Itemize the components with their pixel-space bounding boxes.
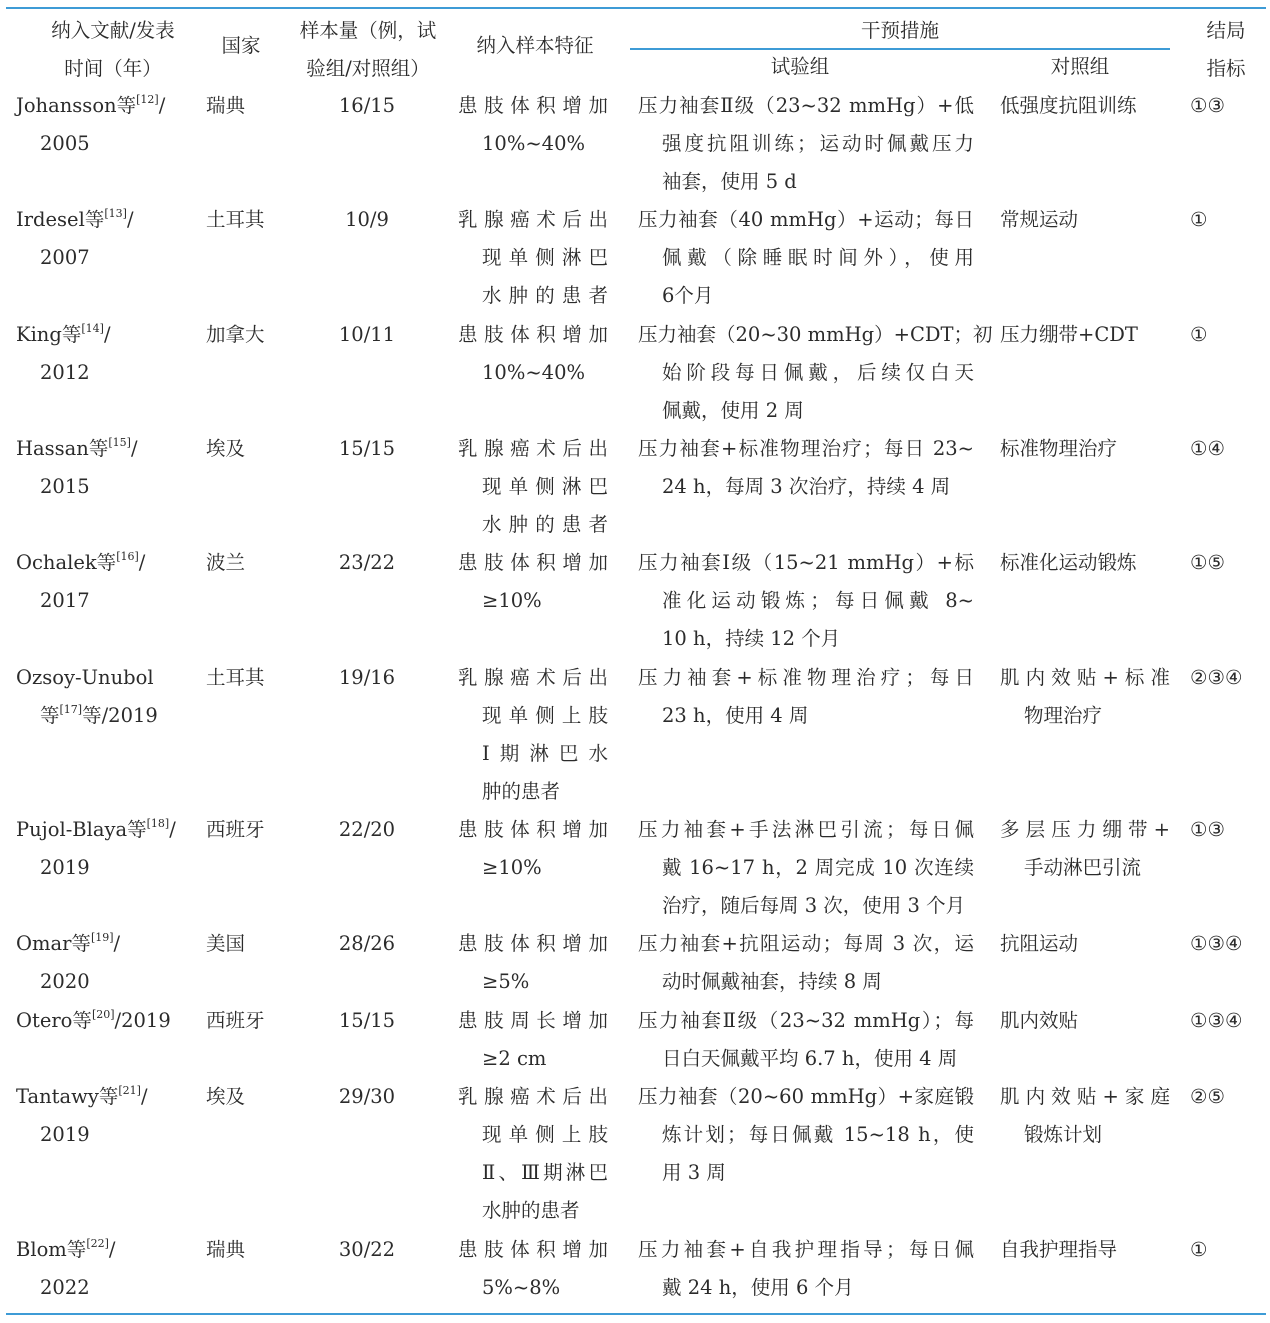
treatment-line: 佩戴，使用 2 周 [662,399,804,422]
features-cell [458,1078,608,1230]
ref-cell: Irdesel等[13]/ 2007 [16,201,196,277]
author: Johansson等 [16,94,137,117]
country-cell: 西班牙 [206,1009,265,1032]
treatment-line: 压力袖套（20~30 mmHg）+CDT；初 [638,323,993,346]
features-cell [458,1002,608,1078]
features-cell [458,659,608,811]
treatment-line: 准化运动锻炼；每日佩戴 8~ [662,589,974,612]
treatment-cell [638,659,974,735]
features-cell [458,1231,608,1307]
control-line: 肌内效贴+家庭 [1000,1085,1170,1108]
features-cell [458,811,608,887]
treatment-cell [638,544,974,658]
control-cell [1000,1078,1170,1154]
country-cell: 波兰 [206,551,246,574]
treatment-line: 炼计划；每日佩戴 15~18 h，使 [662,1123,974,1146]
treatment-line: 戴 16~17 h，2 周完成 10 次连续 [662,856,974,879]
ref-cell: Pujol-Blaya等[18]/ 2019 [16,811,196,887]
control-line: 标准物理治疗 [1000,437,1118,460]
country-cell: 瑞典 [206,1238,246,1261]
features-line: 现单侧淋巴 [482,475,608,498]
ref-cell: Johansson等[12]/ 2005 [16,87,196,163]
year: 2019 [40,856,90,879]
citation: [16] [116,550,139,563]
treatment-cell [638,1002,974,1078]
control-cell [1000,316,1170,354]
treatment-line: 压力袖套Ⅰ级（15~21 mmHg）+标 [638,551,974,574]
header-sample [290,12,446,88]
ref-cell [16,1002,196,1040]
table-bottom-rule [6,1313,1266,1315]
treatment-line: 佩戴（除睡眠时间外），使用 [662,246,974,269]
features-line: 患肢体积增加 [458,932,608,955]
control-line: 锻炼计划 [1024,1123,1103,1146]
features-line: 乳腺癌术后出 [458,1085,608,1108]
ref-cell: Hassan等[15]/ 2015 [16,430,196,506]
treatment-line: 压力袖套Ⅱ级（23~32 mmHg）；每 [638,1009,974,1032]
author: Hassan等 [16,437,109,460]
citation: [22] [86,1237,109,1250]
outcome-cell: ① [1190,1238,1208,1261]
author: Omar等 [16,932,91,955]
header-outcome-line2: 指标 [1206,57,1246,80]
features-line: 10%~40% [482,361,586,384]
treatment-line: 10 h，持续 12 个月 [662,627,841,650]
header-sample-line2: 验组/对照组） [306,57,430,80]
citation: [20] [91,1008,115,1021]
ref-cell: Ochalek等[16]/ 2017 [16,544,196,620]
outcome-cell: ① [1190,208,1208,231]
author: Tantawy等 [16,1085,119,1108]
year: /2019 [114,1009,171,1032]
country-cell: 西班牙 [206,818,265,841]
features-line: 患肢周长增加 [458,1009,608,1032]
treatment-line: 用 3 周 [662,1161,726,1184]
outcome-cell: ②③④ [1190,666,1243,689]
ref-cell: King等[14]/ 2012 [16,316,196,392]
header-features: 纳入样本特征 [476,34,594,57]
outcome-cell: ①③ [1190,94,1225,117]
sample-cell: 28/26 [338,932,396,955]
treatment-cell [638,87,974,201]
treatment-line: 治疗，随后每周 3 次，使用 3 个月 [662,894,966,917]
control-line: 常规运动 [1000,208,1079,231]
citation: [18] [146,817,170,830]
author: Irdesel等 [16,208,105,231]
header-country: 国家 [221,34,261,57]
features-line: 患肢体积增加 [458,818,608,841]
header-intervention: 干预措施 [860,19,939,42]
treatment-cell [638,811,974,925]
year: 2007 [40,246,90,269]
treatment-line: 压力袖套+手法淋巴引流；每日佩 [638,818,974,841]
control-line: 抗阻运动 [1000,932,1079,955]
features-line: 水肿的患者 [482,513,608,536]
treatment-line: 戴 24 h，使用 6 个月 [662,1276,854,1299]
year: 2015 [40,475,90,498]
control-line: 压力绷带+CDT [1000,323,1138,346]
features-line: 肿的患者 [482,780,561,803]
control-line: 物理治疗 [1024,704,1103,727]
outcome-cell: ①⑤ [1190,551,1225,574]
features-cell [458,87,608,163]
year: 2020 [40,970,90,993]
year: 2022 [40,1276,90,1299]
treatment-line: 压力袖套+标准物理治疗；每日 23~ [638,437,974,460]
control-cell [1000,201,1170,239]
country-cell: 加拿大 [206,323,265,346]
outcome-cell: ①③④ [1190,932,1243,955]
treatment-line: 强度抗阻训练；运动时佩戴压力 [662,132,974,155]
treatment-cell [638,1078,974,1192]
year: 2012 [40,361,90,384]
control-line: 标准化运动锻炼 [1000,551,1137,574]
control-line: 肌内效贴+标准 [1000,666,1170,689]
country-cell: 埃及 [206,1085,246,1108]
control-cell [1000,430,1170,468]
control-cell [1000,544,1170,582]
features-line: 乳腺癌术后出 [458,437,608,460]
features-cell [458,544,608,620]
treatment-line: 始阶段每日佩戴，后续仅白天 [662,361,974,384]
country-cell: 瑞典 [206,94,246,117]
header-outcome-line1: 结局 [1206,19,1246,42]
control-line: 手动淋巴引流 [1024,856,1142,879]
features-line: 水肿的患者 [482,1199,580,1222]
table-top-rule [6,7,1266,9]
outcome-cell: ① [1190,323,1208,346]
sample-cell: 10/9 [345,208,389,231]
treatment-line: 24 h，每周 3 次治疗，持续 4 周 [662,475,951,498]
year: 2005 [40,132,90,155]
control-line: 多层压力绷带+ [1000,818,1170,841]
treatment-line: 压力袖套+自我护理指导；每日佩 [638,1238,974,1261]
treatment-line: 压力袖套（40 mmHg）+运动；每日 [638,208,974,231]
citation: [17] [59,703,83,716]
treatment-line: 袖套，使用 5 d [662,170,797,193]
control-cell [1000,811,1170,887]
header-ref-line2: 时间（年） [64,57,162,80]
features-line: 乳腺癌术后出 [458,208,608,231]
sample-cell: 29/30 [338,1085,396,1108]
treatment-line: 压力袖套Ⅱ级（23~32 mmHg）+低 [638,94,974,117]
treatment-cell [638,925,974,1001]
features-line: 5%~8% [482,1276,561,1299]
control-cell [1000,1002,1170,1040]
control-line: 低强度抗阻训练 [1000,94,1137,117]
control-line: 肌内效贴 [1000,1009,1079,1032]
control-line: 自我护理指导 [1000,1238,1118,1261]
treatment-line: 6个月 [662,284,714,307]
features-line: ≥2 cm [482,1047,547,1070]
outcome-cell: ①③ [1190,818,1225,841]
citation: [12] [136,93,159,106]
features-cell [458,925,608,1001]
header-treatment: 试验组 [770,55,830,78]
sample-cell: 23/22 [338,551,396,574]
features-line: ≥10% [482,856,542,879]
outcome-cell: ②⑤ [1190,1085,1225,1108]
sample-cell: 15/15 [338,1009,396,1032]
features-line: 水肿的患者 [482,284,608,307]
treatment-line: 压力袖套（20~60 mmHg）+家庭锻 [638,1085,974,1108]
features-line: Ⅰ期淋巴水 [482,742,608,765]
control-cell [1000,925,1170,963]
features-line: 患肢体积增加 [458,323,608,346]
year-prefix: 等 [40,704,60,727]
features-line: 患肢体积增加 [458,94,608,117]
header-ref-line1: 纳入文献/发表 [51,19,175,42]
control-cell [1000,659,1170,735]
control-cell [1000,1231,1170,1269]
author: Ochalek等 [16,551,117,574]
sample-cell: 10/11 [338,323,396,346]
citation: [19] [90,931,114,944]
citation: [15] [108,436,131,449]
treatment-cell [638,430,974,506]
features-line: ≥10% [482,589,542,612]
features-line: 现单侧淋巴 [482,246,608,269]
citation: [14] [81,322,104,335]
features-line: 乳腺癌术后出 [458,666,608,689]
year: 2017 [40,589,90,612]
outcome-cell: ①③④ [1190,1009,1243,1032]
author: King等 [16,323,82,346]
year: 2019 [40,1123,90,1146]
features-cell [458,316,608,392]
features-cell [458,430,608,544]
author: Blom等 [16,1238,87,1261]
header-sample-line1: 样本量（例，试 [299,19,437,42]
header-ref [18,12,208,88]
author: Ozsoy-Unubol [16,666,154,689]
year: 等/2019 [82,704,158,727]
features-line: 现单侧上肢 [482,1123,608,1146]
features-line: 患肢体积增加 [458,1238,608,1261]
sample-cell: 22/20 [338,818,396,841]
treatment-line: 日白天佩戴平均 6.7 h，使用 4 周 [662,1047,958,1070]
country-cell: 土耳其 [206,666,265,689]
sample-cell: 15/15 [338,437,396,460]
features-line: 现单侧上肢 [482,704,608,727]
ref-cell: Blom等[22]/ 2022 [16,1231,196,1307]
author: Otero等 [16,1009,92,1032]
ref-cell: Omar等[19]/ 2020 [16,925,196,1001]
treatment-line: 压力袖套+标准物理治疗；每日 [638,666,974,689]
treatment-line: 23 h，使用 4 周 [662,704,809,727]
country-cell: 埃及 [206,437,246,460]
treatment-line: 压力袖套+抗阻运动；每周 3 次，运 [638,932,974,955]
country-cell: 土耳其 [206,208,265,231]
author: Pujol-Blaya等 [16,818,147,841]
citation: [13] [104,207,127,220]
treatment-cell [638,201,974,315]
treatment-cell [638,1231,974,1307]
features-line: 10%~40% [482,132,586,155]
country-cell: 美国 [206,932,246,955]
ref-cell: Tantawy等[21]/ 2019 [16,1078,196,1154]
sample-cell: 19/16 [338,666,396,689]
outcome-cell: ①④ [1190,437,1225,460]
citation: [21] [118,1084,141,1097]
treatment-line: 动时佩戴袖套，持续 8 周 [662,970,882,993]
features-line: Ⅱ、Ⅲ期淋巴 [482,1161,608,1184]
ref-cell [16,659,196,735]
control-cell [1000,87,1170,125]
features-line: ≥5% [482,970,530,993]
sample-cell: 16/15 [338,94,396,117]
features-line: 患肢体积增加 [458,551,608,574]
header-control: 对照组 [1050,55,1110,78]
header-outcome [1190,12,1262,88]
sample-cell: 30/22 [338,1238,396,1261]
features-cell [458,201,608,315]
treatment-cell [638,316,993,430]
